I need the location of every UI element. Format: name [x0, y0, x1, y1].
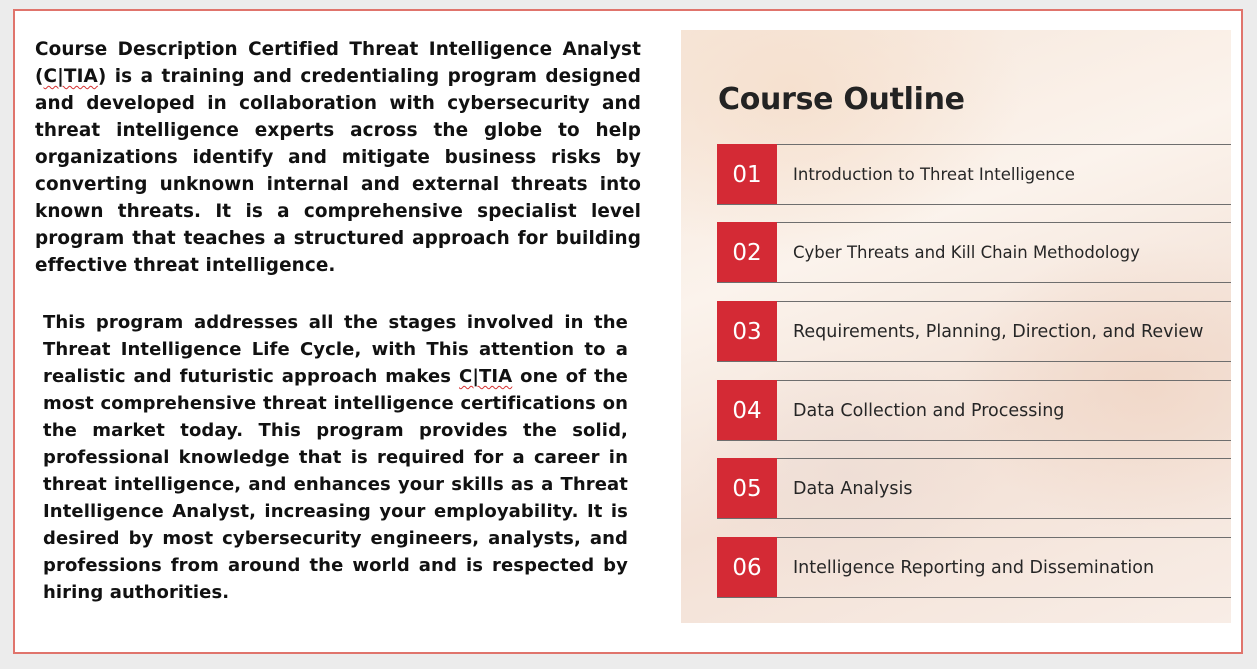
divider [717, 518, 1231, 519]
outline-item-label: Cyber Threats and Kill Chain Methodology [793, 243, 1140, 262]
course-outline-title: Course Outline [718, 82, 965, 117]
outline-item-04 [717, 380, 1231, 441]
description-text-end: ) is a training and credentialing program designed and developed in collaboration with cybersecurity and threat intelligence experts across the globe to help organizations identify and mitigate business risks by converting unknown internal and external threats into known threats. It is a comprehensive specialist level program that teaches a structured approach for building effective threat intelligence. [35, 66, 641, 276]
outline-item-label: Data Collection and Processing [793, 400, 1065, 421]
outline-number-badge: 02 [717, 222, 777, 283]
outline-item-label: Introduction to Threat Intelligence [793, 165, 1075, 184]
outline-item-label: Intelligence Reporting and Dissemination [793, 557, 1155, 578]
outline-item-label: Data Analysis [793, 478, 913, 499]
ctia-acronym: C|TIA [43, 66, 98, 87]
outline-item-label: Requirements, Planning, Direction, and Review [793, 321, 1204, 342]
course-outline-image [681, 30, 1231, 623]
divider [717, 282, 1231, 283]
ctia-acronym: C|TIA [459, 366, 513, 387]
outline-item-02 [717, 222, 1231, 283]
divider [717, 204, 1231, 205]
program-text-start: This program addresses all the stages involved in the Threat Intelligence Life Cycle, with This attention to a realistic and futuristic approach makes [43, 312, 628, 387]
outline-item-05 [717, 458, 1231, 519]
outline-number-badge: 01 [717, 144, 777, 205]
description-text-start: Course Description Certified Threat Intelligence Analyst ( [35, 39, 641, 87]
divider [717, 361, 1231, 362]
outline-number-badge: 03 [717, 301, 777, 362]
outline-item-03 [717, 301, 1231, 362]
program-text-end: one of the most comprehensive threat intelligence certifications on the market today. This program provides the solid, professional knowledge that is required for a career in threat intelligence, and enhances your skills as a Threat Intelligence Analyst, increasing your employability. It is desired by most cybersecurity engineers, analysts, and professions from around the world and is respected by hiring authorities. [43, 366, 628, 603]
course-description-paragraph [35, 36, 641, 279]
divider [717, 597, 1231, 598]
program-stages-paragraph [43, 309, 628, 606]
outline-item-01 [717, 144, 1231, 205]
outline-item-06 [717, 537, 1231, 598]
outline-number-badge: 05 [717, 458, 777, 519]
divider [717, 440, 1231, 441]
outline-number-badge: 06 [717, 537, 777, 598]
outline-number-badge: 04 [717, 380, 777, 441]
